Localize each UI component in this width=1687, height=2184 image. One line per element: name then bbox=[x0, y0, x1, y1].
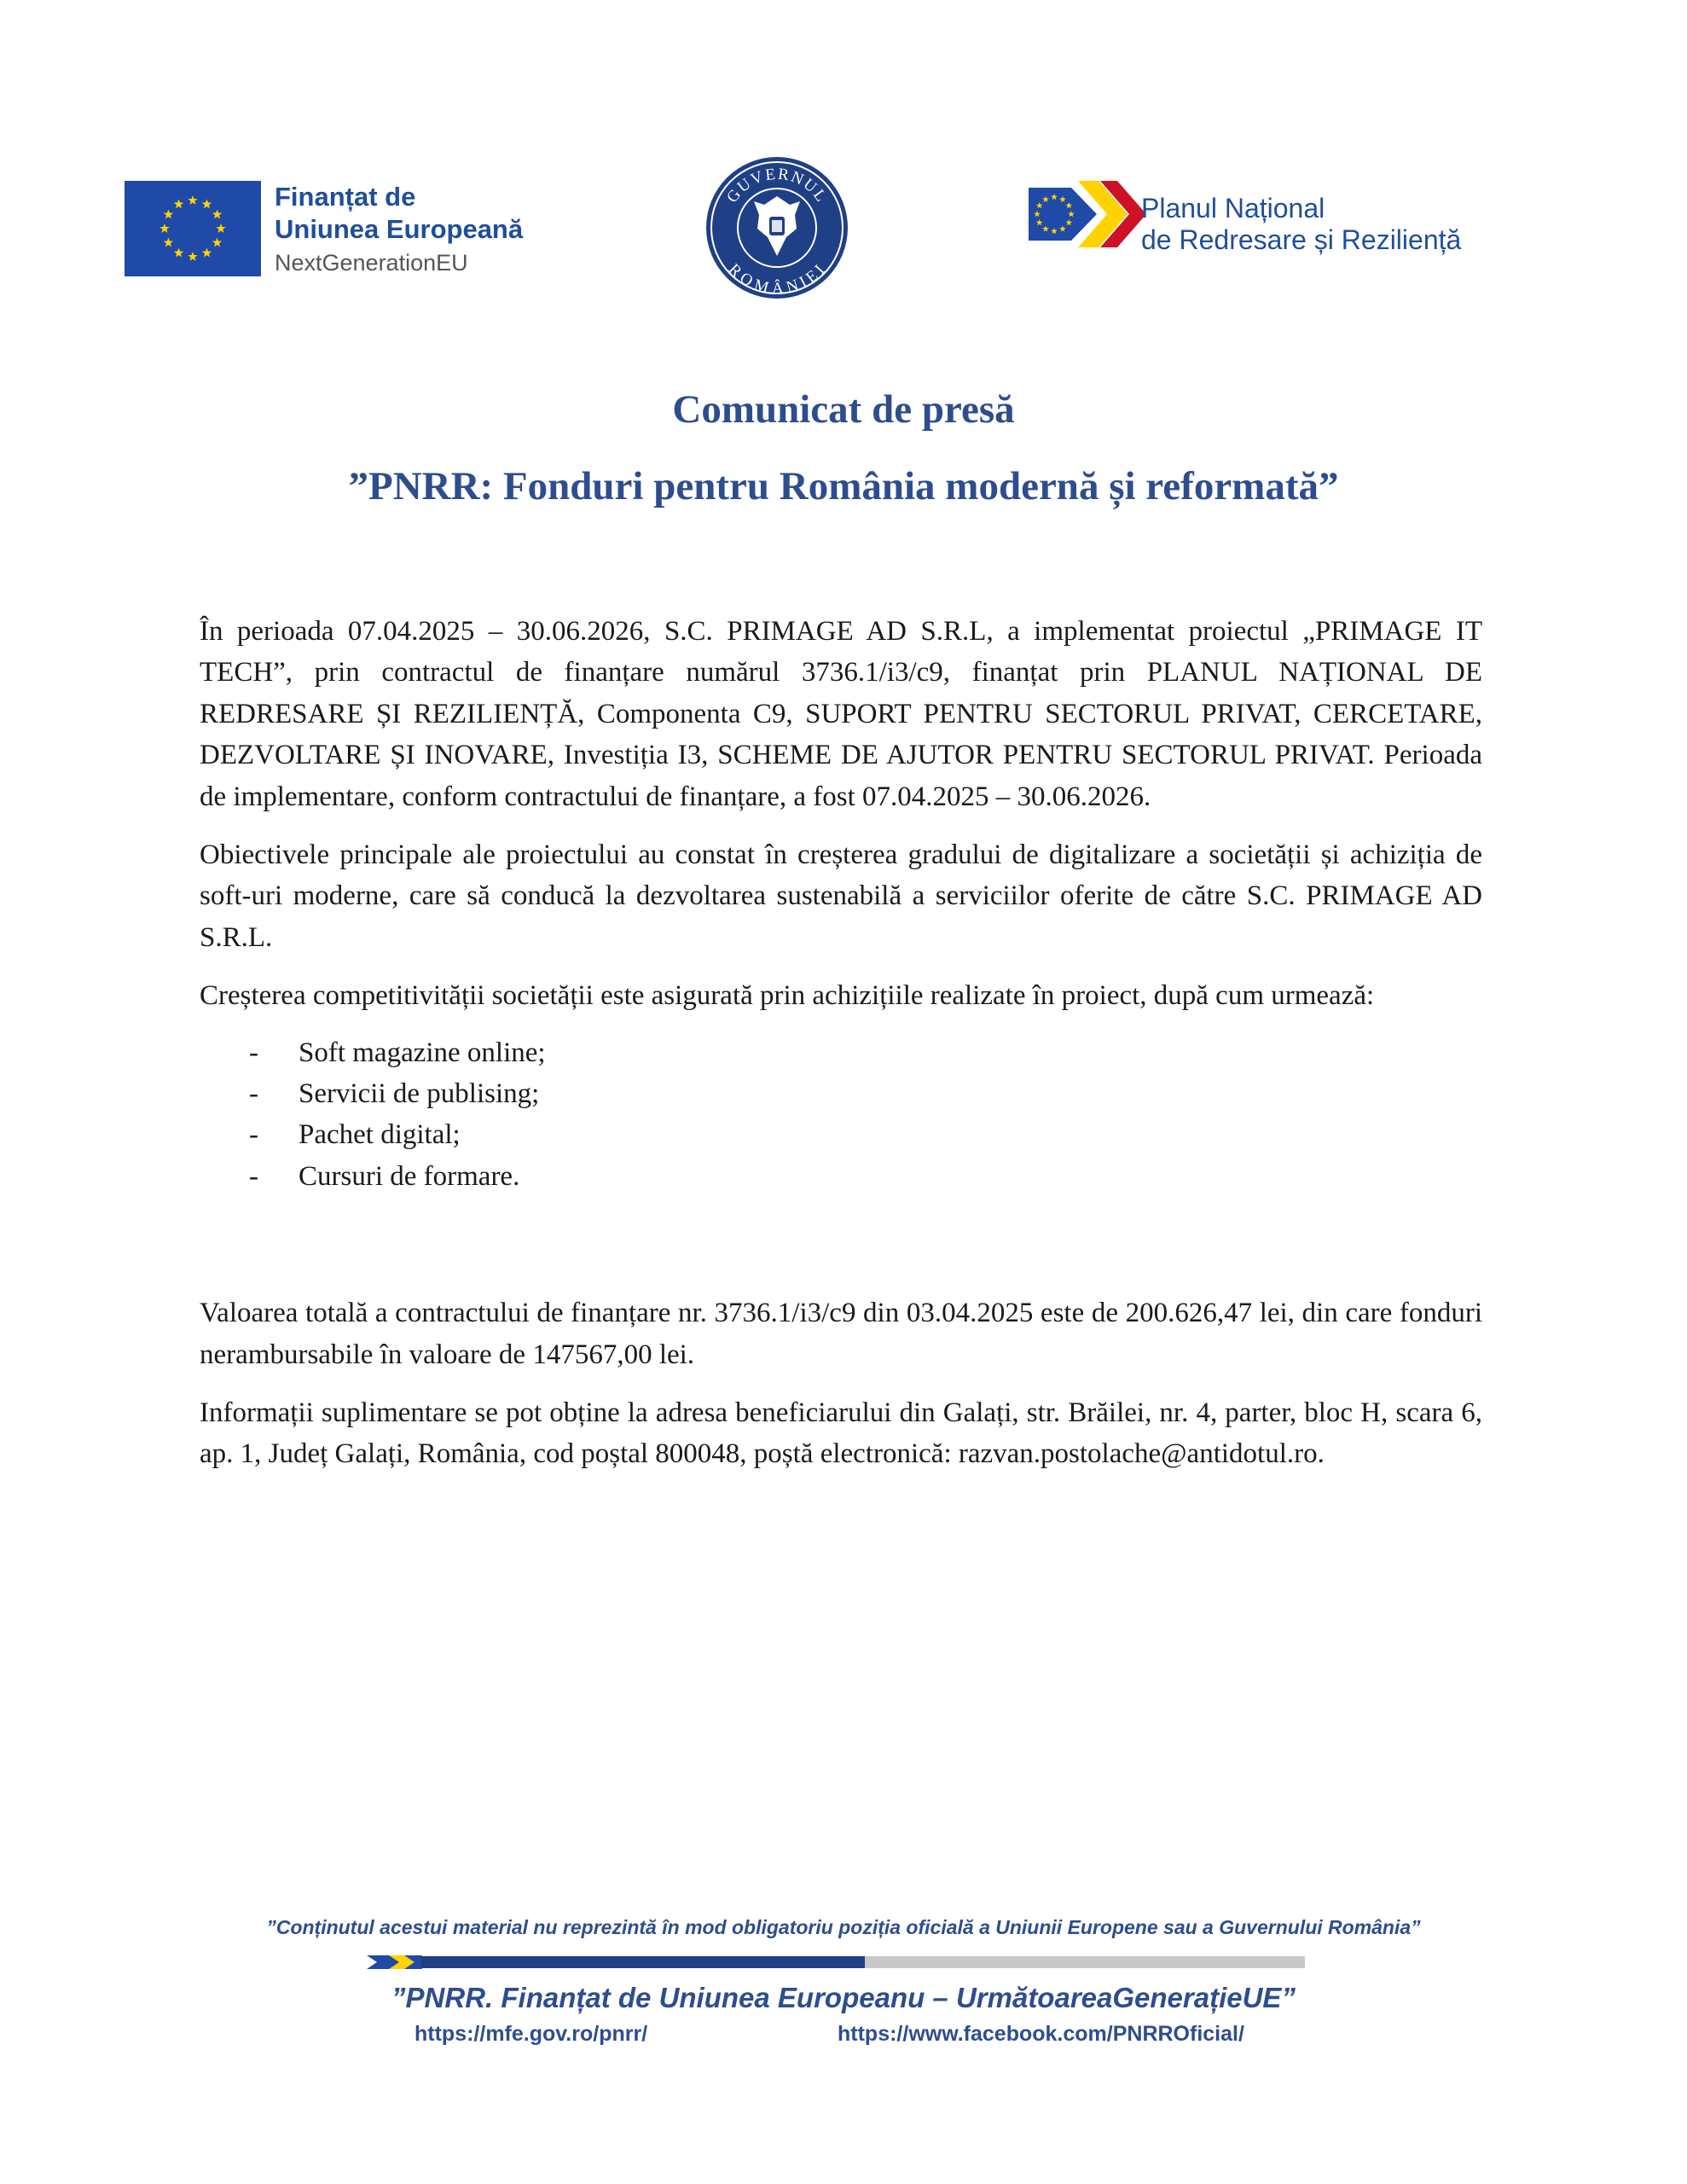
list-item-text: Soft magazine online; bbox=[299, 1037, 546, 1068]
eu-logo-line3: NextGenerationEU bbox=[275, 250, 468, 276]
pnrr-logo-line1: Planul Național bbox=[1141, 193, 1325, 224]
list-item bbox=[200, 1156, 1482, 1197]
pnrr-logo-line2: de Redresare și Reziliență bbox=[1141, 224, 1462, 255]
list-item bbox=[200, 1114, 1482, 1155]
eu-logo-line2: Uniunea Europeană bbox=[275, 214, 524, 244]
paragraph-acquisitions-intro: Creșterea competitivității societății este asigurată prin achizițiile realizate în proiect, după cum urmează: bbox=[200, 980, 1375, 1012]
list-bullet: - bbox=[249, 1078, 258, 1110]
list-item-text: Pachet digital; bbox=[299, 1119, 461, 1151]
paragraph-project-intro: În perioada 07.04.2025 – 30.06.2026, S.C. PRIMAGE AD S.R.L, a implementat proiectul „PRIMAGE IT TECH”, prin contractul de finanțare numărul 3736.1/i3/c9, finanțat prin PLANUL NAȚIONAL DE REDRESARE ȘI REZILIENȚĂ, Componenta C9, SUPORT PENTRU SECTORUL PRIVAT, CERCETARE, DEZVOLTARE ȘI INOVARE, Investiția I3, SCHEME DE AJUTOR PENTRU SECTORUL PRIVAT. Perioada de implementare, conform contractului de finanțare, a fost 07.04.2025 – 30.06.2026. bbox=[200, 616, 1482, 812]
list-bullet: - bbox=[249, 1160, 258, 1192]
acquisitions-list bbox=[200, 1032, 1482, 1198]
pnrr-logo bbox=[1029, 181, 1506, 270]
list-item-text: Servicii de publising; bbox=[299, 1078, 540, 1110]
footer-disclaimer: ”Conținutul acestui material nu reprezintă în mod obligatoriu poziția oficială a Uniunii Europene sau a Guvernului România” bbox=[266, 1916, 1421, 1938]
pnrr-logo-text bbox=[1141, 193, 1461, 256]
footer-link-mfe[interactable]: https://mfe.gov.ro/pnrr/ bbox=[415, 2022, 648, 2046]
eu-logo-line1: Finanțat de bbox=[275, 182, 416, 212]
footer-color-bar bbox=[367, 1954, 1305, 1971]
list-item bbox=[200, 1073, 1482, 1114]
document-body bbox=[200, 611, 1482, 1475]
seal-top-text: GUVERNUL bbox=[723, 165, 831, 206]
list-bullet: - bbox=[249, 1119, 258, 1151]
page-title: Comunicat de presă bbox=[672, 387, 1015, 432]
paragraph-contact-info: Informații suplimentare se pot obține la adresa beneficiarului din Galați, str. Brăilei, nr. 4, parter, bloc H, scara 6, ap. 1, Județ Galați, România, cod poștal 800048, poștă electronică: razvan.postolache@antidotul.ro. bbox=[200, 1397, 1482, 1470]
list-bullet: - bbox=[249, 1037, 258, 1068]
eu-flag-icon bbox=[125, 181, 261, 276]
seal-bottom-text: ROMÂNIEI bbox=[724, 260, 830, 298]
government-seal-icon bbox=[704, 155, 849, 300]
paragraph-contract-value: Valoarea totală a contractului de finanțare nr. 3736.1/i3/c9 din 03.04.2025 este de 200.626,47 lei, din care fonduri nerambursabile în valoare de 147567,00 lei. bbox=[200, 1298, 1482, 1370]
footer-link-facebook[interactable]: https://www.facebook.com/PNRROficial/ bbox=[838, 2022, 1244, 2046]
paragraph-objectives: Obiectivele principale ale proiectului au constat în creșterea gradului de digitalizare a societății și achiziția de soft-uri moderne, care să conducă la dezvoltarea sustenabilă a serviciilor oferite de către S.C. PRIMAGE AD S.R.L. bbox=[200, 839, 1482, 953]
list-item-text: Cursuri de formare. bbox=[299, 1160, 520, 1192]
page-subtitle: ”PNRR: Fonduri pentru România modernă și reformată” bbox=[348, 464, 1339, 508]
pnrr-arrow-flag-icon bbox=[1029, 181, 1148, 247]
footer-slogan: ”PNRR. Finanțat de Uniunea Europeanu – UrmătoareaGenerațieUE” bbox=[391, 1982, 1296, 2013]
list-item bbox=[200, 1032, 1482, 1073]
eu-funding-logo bbox=[125, 181, 559, 282]
eu-logo-text bbox=[275, 181, 523, 278]
